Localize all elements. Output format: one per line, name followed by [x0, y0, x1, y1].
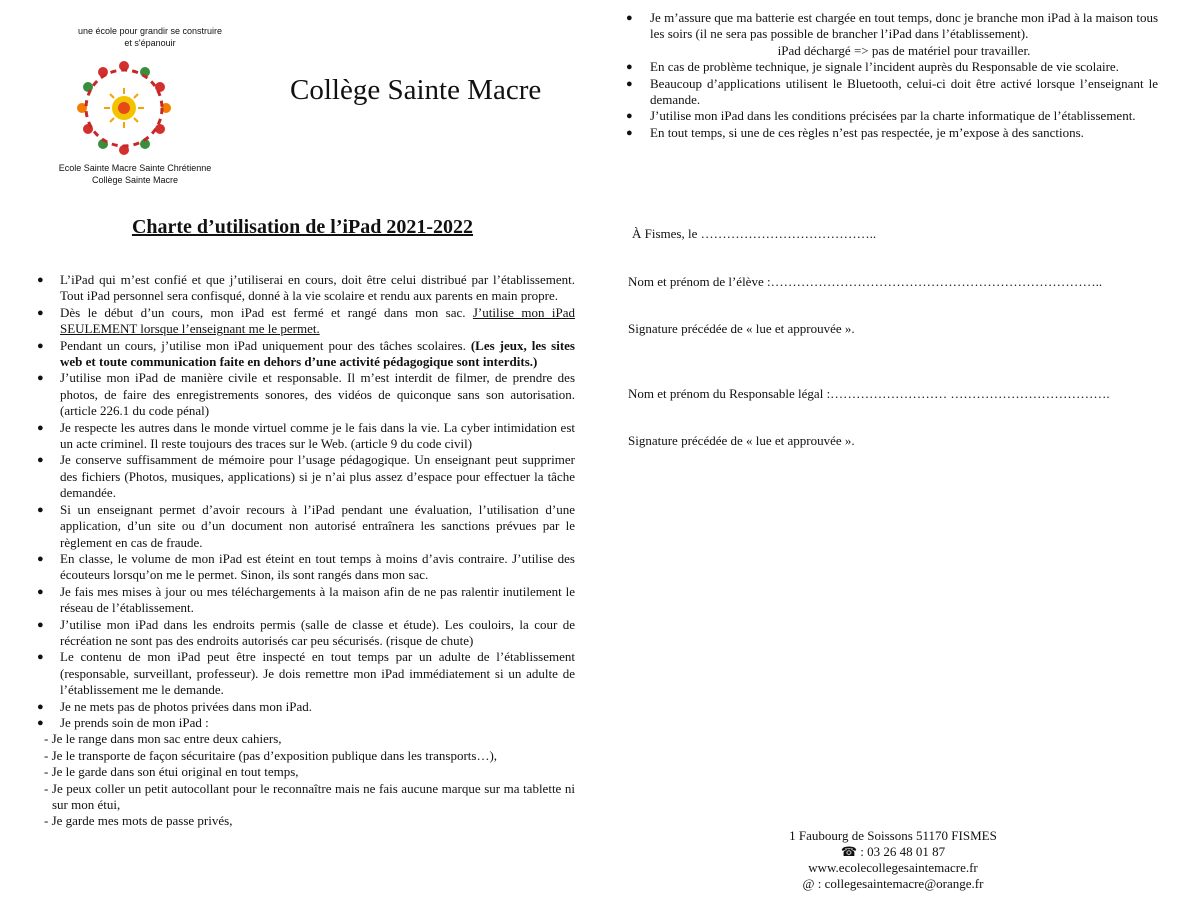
- list-item: ● Je conserve suffisamment de mémoire pour l’usage pédagogique. Un enseignant peut supprimer des fichiers (Photos, musiques, applications) si je n’ai plus assez d’espace pour effectuer la tâche demandée.: [37, 452, 575, 501]
- list-item: ● J’utilise mon iPad de manière civile et responsable. Il m’est interdit de filmer, de prendre des photos, de faire des enregistrements sonores, des vidéos de quiconque sans son autorisation. (article 226.1 du code pénal): [37, 370, 575, 419]
- left-column: [30, 0, 575, 829]
- place-date-line: À Fismes, le …………………………………..: [632, 226, 877, 241]
- list-item: ● Je ne mets pas de photos privées dans mon iPad.: [37, 698, 313, 714]
- list-item: ● En tout temps, si une de ces règles n’est pas respectée, je m’expose à des sanctions.: [626, 124, 1084, 140]
- care-list-container: [30, 731, 575, 829]
- list-item: ● Je m’assure que ma batterie est chargée en tout temps, donc je branche mon iPad à la maison tous les soirs (il ne sera pas possible de brancher l’iPad dans l’établissement). iPad déchargé => pas de matériel pour travailler.: [626, 10, 1158, 58]
- email: @ : collegesaintemacre@orange.fr: [802, 876, 984, 891]
- list-item: ● En cas de problème technique, je signale l’incident auprès du Responsable de vie scolaire.: [626, 59, 1119, 75]
- care-item: - Je garde mes mots de passe privés,: [44, 813, 233, 829]
- list-item: ● L’iPad qui m’est confié et que j’utiliserai en cours, doit être celui distribué par l’établissement. Tout iPad personnel sera confisqué, donné à la vie scolaire et rendu aux parents en main propre.: [37, 272, 575, 304]
- list-item: ● Dès le début d’un cours, mon iPad est fermé et rangé dans mon sac. J’utilise mon iPad SEULEMENT lorsque l’enseignant me le permet.: [37, 304, 575, 337]
- care-list: [30, 731, 575, 829]
- student-signature-line: Signature précédée de « lue et approuvée ».: [628, 321, 855, 336]
- rules-list: [30, 272, 575, 830]
- list-item: ● En classe, le volume de mon iPad est éteint en tout temps à moins d’avis contraire. J’utilise des écouteurs lorsqu’on me le permet. Sinon, ils sont rangés dans mon sac.: [37, 550, 575, 583]
- care-item: - Je peux coller un petit autocollant pour le reconnaître mais ne fais aucune marque sur ma tablette ni sur mon étui,: [44, 780, 575, 812]
- list-item: ● Je fais mes mises à jour ou mes téléchargements à la maison afin de ne pas ralentir inutilement le réseau de l’établissement.: [37, 583, 575, 616]
- care-item: - Je le transporte de façon sécuritaire (pas d’exposition publique dans les transports…),: [44, 747, 498, 763]
- school-contact: [748, 828, 1038, 892]
- care-item: - Je le garde dans son étui original en tout temps,: [44, 764, 299, 780]
- parent-signature-line: Signature précédée de « lue et approuvée ».: [628, 433, 855, 448]
- parent-name-line: Nom et prénom du Responsable légal :……………………… ……………………………….: [628, 386, 1110, 401]
- rules-list-continued: [618, 10, 1158, 141]
- page-title: Charte d’utilisation de l’iPad 2021-2022: [131, 216, 474, 238]
- student-name-line: Nom et prénom de l’élève :…………………………………………………………………..: [628, 274, 1103, 289]
- list-item: ● Pendant un cours, j’utilise mon iPad uniquement pour des tâches scolaires. (Les jeux, les sites web et toute communication faite en dehors d’une activité pédagogique sont interdits.): [37, 337, 575, 370]
- phone: ☎ : 03 26 48 01 87: [840, 844, 946, 859]
- list-item: ● Je respecte les autres dans le monde virtuel comme je le fais dans la vie. La cyber intimidation est un acte criminel. Il reste toujours des traces sur le Web. (article 9 du code civil): [37, 419, 575, 452]
- right-column: [618, 0, 1158, 901]
- website: www.ecolecollegesaintemacre.fr: [808, 860, 978, 875]
- school-names: Ecole Sainte Macre Sainte Chrétienne Collège Sainte Macre: [58, 163, 212, 185]
- list-item: ● Beaucoup d’applications utilisent le Bluetooth, celui-ci doit être activé lorsque l’enseignant le demande.: [626, 75, 1158, 108]
- care-item: - Je le range dans mon sac entre deux cahiers,: [44, 731, 282, 747]
- battery-note: iPad déchargé => pas de matériel pour travailler.: [777, 42, 1031, 58]
- school-motto: une école pour grandir se construire et s'épanouir: [77, 26, 223, 48]
- list-item: ● J’utilise mon iPad dans les endroits permis (salle de classe et étude). Les couloirs, la cour de récréation ne sont pas des endroits autorisés car peu sécurisés. (risque de chute): [37, 616, 575, 648]
- college-title: Collège Sainte Macre: [290, 74, 542, 106]
- list-item: ● Le contenu de mon iPad peut être inspecté en tout temps par un adulte de l’établissement (responsable, surveillant, professeur). Je dois remettre mon iPad immédiatement si un adulte de l’établissement me le demande.: [37, 649, 575, 698]
- address: 1 Faubourg de Soissons 51170 FISMES: [789, 828, 997, 843]
- list-item: ● Si un enseignant permet d’avoir recours à l’iPad pendant une évaluation, l’utilisation d’une application, d’un site ou d’un document non autorisé entraînera les sanctions prévues par le règlement en cas de fraude.: [37, 501, 575, 550]
- list-item: ● J’utilise mon iPad dans les conditions précisées par la charte informatique de l’établissement.: [626, 108, 1136, 124]
- sun-children-circle-icon: [74, 58, 174, 158]
- school-header: [30, 0, 575, 200]
- list-item: ● Je prends soin de mon iPad :: [37, 714, 209, 730]
